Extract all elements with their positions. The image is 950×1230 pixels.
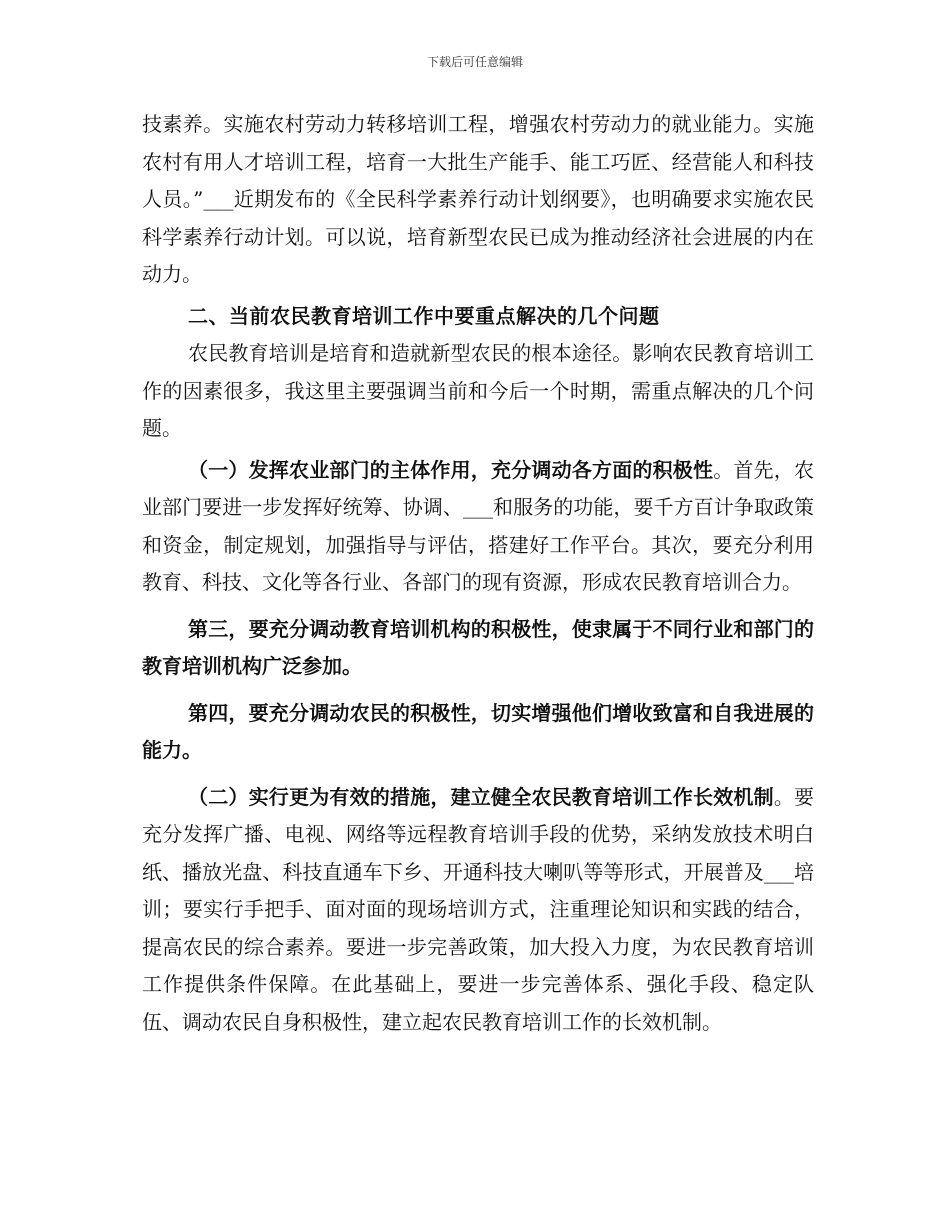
header-note: 下载后可任意编辑 xyxy=(426,55,523,69)
document-body xyxy=(142,106,814,1041)
paragraph-3-text: 。首先，农业部门要进一步发挥好统筹、协调、___和服务的功能，要千方百计争取政策和资金，制定规划，加强指导与评估，搭建好工作平台。其次，要充分利用教育、科技、文化等各行业、各部门的现有资源，形成农民教育培训合力。 xyxy=(142,457,815,594)
paragraph-6 xyxy=(142,779,814,1042)
paragraph-2: 农民教育培训是培育和造就新型农民的根本途径。影响农民教育培训工作的因素很多，我这里主要强调当前和今后一个时期，需重点解决的几个问题。 xyxy=(142,341,814,440)
subsection-2-title: （二）实行更为有效的措施，建立健全农民教育培训工作长效机制 xyxy=(188,784,774,809)
paragraph-5: 第四，要充分调动农民的积极性，切实增强他们增收致富和自我进展的能力。 xyxy=(142,700,814,762)
paragraph-3 xyxy=(142,452,814,602)
paragraph-4: 第三，要充分调动教育培训机构的积极性，使隶属于不同行业和部门的教育培训机构广泛参加。 xyxy=(142,616,814,678)
paragraph-1: 技素养。实施农村劳动力转移培训工程，增强农村劳动力的就业能力。实施农村有用人才培训工程，培育一大批生产能手、能工巧匠、经营能人和科技人员。”___近期发布的《全民科学素养行动计划纲要》，也明确要求实施农民科学素养行动计划。可以说，培育新型农民已成为推动经济社会进展的内在动力。 xyxy=(142,112,814,286)
section-2-title: 二、当前农民教育培训工作中要重点解决的几个问题 xyxy=(188,303,660,328)
subsection-1-title: （一）发挥农业部门的主体作用，充分调动各方面的积极性 xyxy=(188,457,714,482)
paragraph-6-text: 。要充分发挥广播、电视、网络等远程教育培训手段的优势，采纳发放技术明白纸、播放光盘、科技直通车下乡、开通科技大喇叭等等形式，开展普及___培训；要实行手把手、面对面的现场培训方式，注重理论知识和实践的结合，提高农民的综合素养。要进一步完善政策，加大投入力度，为农民教育培训工作提供条件保障。在此基础上，要进一步完善体系、强化手段、稳定队伍、调动农民自身积极性，建立起农民教育培训工作的长效机制。 xyxy=(142,784,815,1034)
